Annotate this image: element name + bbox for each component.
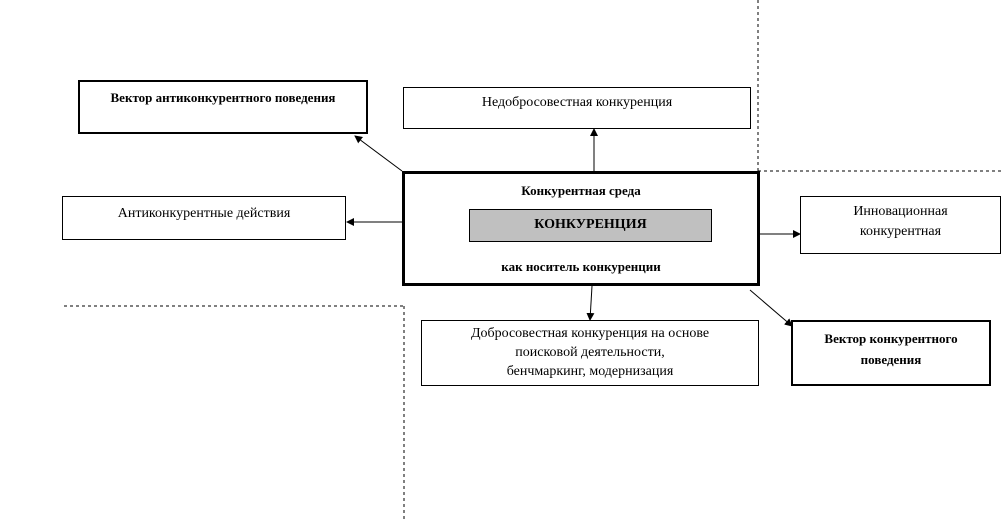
fair-line-3: бенчмаркинг, модернизация [506,364,674,379]
fair-line-1: Добросовестная конкуренция на основе [470,326,710,341]
competitive-vector-label: Вектор конкурентного поведения [824,331,958,367]
anti-competitive-actions-box [62,196,346,240]
innovative-competition-box [800,196,1001,254]
fair-competition-box [421,320,759,386]
competitive-environment-box [402,171,760,286]
innovative-line-1: Инновационная [853,204,948,219]
competitive-vector-box [791,320,991,386]
competition-carrier-label: как носитель конкуренции [501,259,661,274]
competitive-environment-title: Конкурентная среда [521,183,641,198]
competition-core-box: КОНКУРЕНЦИЯ [469,209,712,242]
unfair-competition-box [403,87,751,129]
anti-competitive-vector-box [78,80,368,134]
unfair-competition-label: Недобросовестная конкуренция [481,95,673,110]
fair-line-2: поисковой деятельности, [515,345,665,360]
anti-competitive-actions-label: Антиконкурентные действия [117,206,291,221]
arrow-to-anti-vector [355,136,402,171]
arrow-to-fair [590,286,592,320]
anti-competitive-vector-label: Вектор антиконкурентного поведения [110,90,336,105]
innovative-line-2: конкурентная [859,224,942,239]
